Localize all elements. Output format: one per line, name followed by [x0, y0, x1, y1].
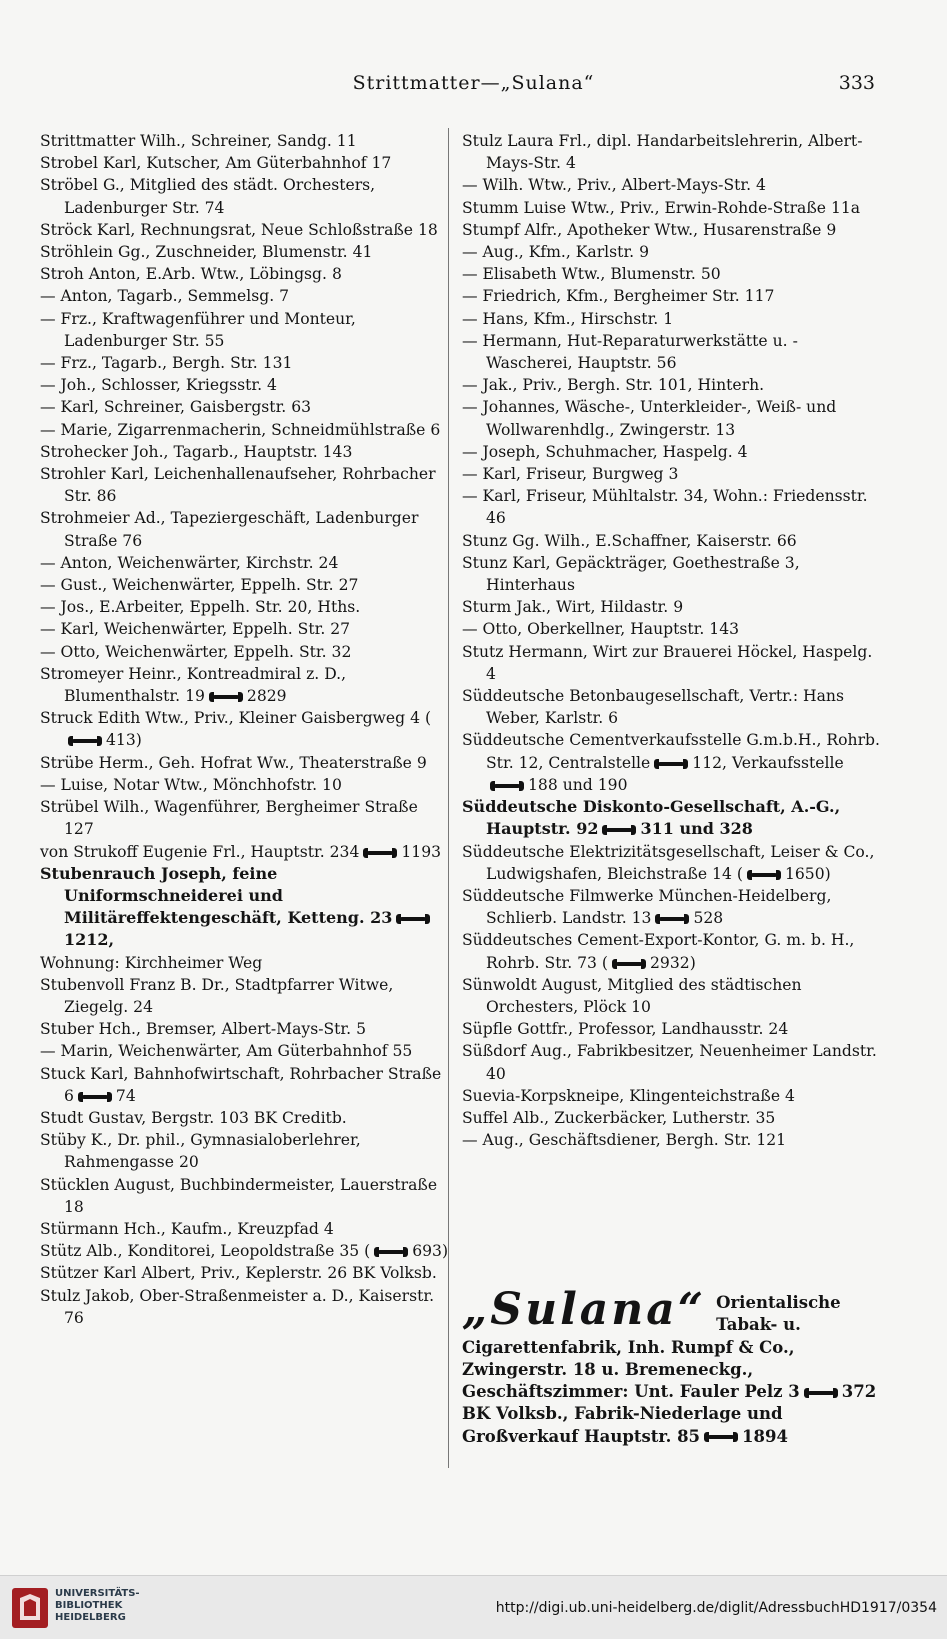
- entry-text: — Johannes, Wäsche-, Unterkleider-, Weiß- und Wollwarenhdlg., Zwingerstr. 13: [462, 398, 837, 439]
- ad-text-part: 372 BK Volksb., Fabrik-Niederlage und Großverkauf Hauptstr. 85: [462, 1382, 877, 1446]
- directory-entry: [40, 152, 450, 174]
- entry-text: von Strukoff Eugenie Frl., Hauptstr. 234: [40, 842, 360, 861]
- telephone-icon: [747, 870, 781, 880]
- directory-entry: [462, 396, 882, 440]
- entry-text: Stützer Karl Albert, Priv., Keplerstr. 26 BK Volksb.: [40, 1264, 437, 1283]
- directory-entry: [462, 974, 882, 1018]
- directory-entry: [40, 618, 450, 640]
- entry-text: Süddeutsches Cement-Export-Kontor, G. m. b. H., Rohrb. Str. 73 (: [462, 931, 855, 972]
- entry-text: Strohler Karl, Leichenhallenaufseher, Rohrbacher Str. 86: [40, 465, 436, 506]
- entry-text: Süddeutsche Betonbaugesellschaft, Vertr.: Hans Weber, Karlstr. 6: [462, 687, 844, 728]
- entry-text: — Marie, Zigarrenmacherin, Schneidmühlstraße 6: [40, 420, 441, 439]
- directory-entry: [40, 352, 450, 374]
- entry-text: — Wilh. Wtw., Priv., Albert-Mays-Str. 4: [462, 176, 766, 195]
- entry-text: 413): [106, 731, 142, 750]
- directory-entry: [40, 663, 450, 707]
- sulana-advertisement: [462, 1284, 882, 1448]
- entry-text: 1650): [784, 864, 831, 883]
- entry-text: — Jos., E.Arbeiter, Eppelh. Str. 20, Hths.: [40, 598, 361, 617]
- directory-entry: [40, 752, 450, 774]
- entry-text: Stutz Hermann, Wirt zur Brauerei Höckel, Haspelg. 4: [462, 642, 873, 683]
- directory-entry: [40, 219, 450, 241]
- entry-text: Stunz Gg. Wilh., E.Schaffner, Kaiserstr. 66: [462, 531, 797, 550]
- directory-entry: [462, 530, 882, 552]
- telephone-icon: [490, 781, 524, 791]
- directory-entry: [462, 441, 882, 463]
- directory-entry: [40, 863, 450, 952]
- telephone-icon: [396, 914, 430, 924]
- telephone-icon: [78, 1092, 112, 1102]
- entry-text: Sünwoldt August, Mitglied des städtischen Orchesters, Plöck 10: [462, 975, 802, 1016]
- directory-entry: [40, 308, 450, 352]
- entry-text: Sturm Jak., Wirt, Hildastr. 9: [462, 598, 684, 617]
- directory-entry: [40, 774, 450, 796]
- page-number: 333: [838, 72, 875, 94]
- directory-entry: [40, 507, 450, 551]
- entry-text: Stubenvoll Franz B. Dr., Stadtpfarrer Witwe, Ziegelg. 24: [40, 975, 394, 1016]
- entry-text: — Aug., Kfm., Karlstr. 9: [462, 243, 650, 262]
- directory-entry: [462, 330, 882, 374]
- library-name-line: BIBLIOTHEK: [55, 1600, 123, 1611]
- directory-entry: [40, 952, 450, 974]
- entry-text: — Jak., Priv., Bergh. Str. 101, Hinterh.: [462, 376, 765, 395]
- entry-text: Stüby K., Dr. phil., Gymnasialoberlehrer, Rahmengasse 20: [40, 1131, 361, 1172]
- entry-text: Wohnung: Kirchheimer Weg: [40, 953, 263, 972]
- directory-entry: [40, 1285, 450, 1329]
- directory-entry: [40, 574, 450, 596]
- directory-entry: [40, 174, 450, 218]
- entry-text: 311 und 328: [640, 819, 753, 839]
- entry-text: Stuber Hch., Bremser, Albert-Mays-Str. 5: [40, 1020, 366, 1039]
- directory-entry: [40, 1040, 450, 1062]
- directory-entry: [40, 974, 450, 1018]
- entry-text: Strobel Karl, Kutscher, Am Güterbahnhof 17: [40, 154, 392, 173]
- directory-entry: [462, 1018, 882, 1040]
- entry-text: Stürmann Hch., Kaufm., Kreuzpfad 4: [40, 1219, 334, 1238]
- directory-entry: [462, 174, 882, 196]
- telephone-icon: [654, 759, 688, 769]
- entry-text: — Joh., Schlosser, Kriegsstr. 4: [40, 376, 277, 395]
- entry-text: Stuck Karl, Bahnhofwirtschaft, Rohrbacher Straße 6: [40, 1064, 442, 1105]
- entry-text: — Karl, Friseur, Burgweg 3: [462, 465, 679, 484]
- entry-text: Stunz Karl, Gepäckträger, Goethestraße 3, Hinterhaus: [462, 553, 800, 595]
- directory-entry: [462, 1040, 882, 1084]
- directory-entry: [40, 1107, 450, 1129]
- entry-text: Stumm Luise Wtw., Priv., Erwin-Rohde-Straße 11a: [462, 198, 861, 217]
- directory-entry: [40, 285, 450, 307]
- entry-text: — Anton, Weichenwärter, Kirchstr. 24: [40, 553, 339, 572]
- entry-text: — Aug., Geschäftsdiener, Bergh. Str. 121: [462, 1131, 787, 1150]
- directory-entry: [40, 1174, 450, 1218]
- telephone-icon: [374, 1247, 408, 1257]
- directory-entry: [462, 885, 882, 929]
- directory-entry: [40, 1240, 450, 1262]
- directory-entry: [462, 219, 882, 241]
- directory-entry: [40, 130, 450, 152]
- page-title: Strittmatter—„Sulana“: [352, 72, 595, 94]
- directory-entry: [462, 130, 882, 174]
- directory-entry: [40, 1063, 450, 1107]
- entry-text: Strübe Herm., Geh. Hofrat Ww., Theaterstraße 9: [40, 753, 427, 772]
- telephone-icon: [704, 1432, 738, 1442]
- telephone-icon: [655, 914, 689, 924]
- entry-text: 112, Verkaufsstelle: [692, 753, 844, 772]
- directory-entry: [462, 308, 882, 330]
- entry-text: Stumpf Alfr., Apotheker Wtw., Husarenstraße 9: [462, 220, 837, 239]
- directory-entry: [40, 707, 450, 751]
- entry-text: Süddeutsche Diskonto-Gesellschaft, A.-G., Hauptstr. 92: [462, 797, 841, 839]
- telephone-icon: [68, 736, 102, 746]
- directory-entry: [40, 1262, 450, 1284]
- entry-text: Süddeutsche Elektrizitätsgesellschaft, Leiser & Co., Ludwigshafen, Bleichstraße 14 (: [462, 842, 875, 883]
- entry-text: Stücklen August, Buchbindermeister, Lauerstraße 18: [40, 1175, 438, 1216]
- directory-entry: [462, 618, 882, 640]
- library-logo-icon: [10, 1586, 50, 1630]
- directory-entry: [40, 1218, 450, 1240]
- directory-entry: [462, 197, 882, 219]
- entry-text: — Karl, Weichenwärter, Eppelh. Str. 27: [40, 620, 351, 639]
- left-column: [40, 130, 450, 1329]
- ad-text-part: 1894: [742, 1426, 788, 1446]
- entry-text: Stütz Alb., Konditorei, Leopoldstraße 35 (: [40, 1242, 371, 1261]
- entry-text: — Friedrich, Kfm., Bergheimer Str. 117: [462, 287, 775, 306]
- entry-text: Strübel Wilh., Wagenführer, Bergheimer Straße 127: [40, 798, 418, 839]
- entry-text: Ströbel G., Mitglied des städt. Orchesters, Ladenburger Str. 74: [40, 176, 376, 217]
- entry-text: — Joseph, Schuhmacher, Haspelg. 4: [462, 442, 748, 461]
- directory-entry: [40, 241, 450, 263]
- entry-text: Suffel Alb., Zuckerbäcker, Lutherstr. 35: [462, 1108, 776, 1127]
- entry-text: Ströhlein Gg., Zuschneider, Blumenstr. 41: [40, 243, 373, 262]
- directory-entry: [40, 396, 450, 418]
- entry-text: Stubenrauch Joseph, feine Uniformschneiderei und Militäreffektengeschäft, Ketteng. 23: [40, 863, 393, 928]
- directory-entry: [40, 1129, 450, 1173]
- entry-text: 74: [115, 1086, 136, 1105]
- directory-entry: [40, 463, 450, 507]
- ad-text-part: Orientalische Tabak- u. Cigarettenfabrik, Inh. Rumpf & Co., Zwingerstr. 18 u. Bremeneckg., Geschäftszimmer: Unt. Fauler Pelz 3: [462, 1293, 841, 1402]
- entry-text: Süpfle Gottfr., Professor, Landhausstr. 24: [462, 1020, 789, 1039]
- telephone-icon: [602, 825, 636, 835]
- entry-text: — Otto, Oberkellner, Hauptstr. 143: [462, 620, 740, 639]
- entry-text: — Anton, Tagarb., Semmelsg. 7: [40, 287, 290, 306]
- entry-text: — Karl, Friseur, Mühltalstr. 34, Wohn.: Friedensstr. 46: [462, 487, 868, 528]
- directory-entry: [462, 685, 882, 729]
- library-name-line: UNIVERSITÄTS-: [55, 1588, 140, 1599]
- telephone-icon: [363, 848, 397, 858]
- library-name: [55, 1588, 140, 1624]
- directory-entry: [40, 796, 450, 840]
- entry-text: Ströck Karl, Rechnungsrat, Neue Schloßstraße 18: [40, 220, 438, 239]
- directory-entry: [40, 552, 450, 574]
- entry-text: Strohmeier Ad., Tapeziergeschäft, Ladenburger Straße 76: [40, 509, 419, 550]
- directory-entry: [462, 263, 882, 285]
- entry-text: 693): [412, 1242, 449, 1261]
- entry-text: — Elisabeth Wtw., Blumenstr. 50: [462, 265, 721, 284]
- directory-entry: [40, 841, 450, 863]
- directory-entry: [462, 841, 882, 885]
- entry-text: 188 und 190: [528, 775, 628, 794]
- directory-entry: [462, 463, 882, 485]
- entry-text: Stulz Jakob, Ober-Straßenmeister a. D., Kaiserstr. 76: [40, 1286, 435, 1327]
- directory-entry: [462, 796, 882, 840]
- entry-text: Süddeutsche Cementverkaufsstelle G.m.b.H., Rohrb. Str. 12, Centralstelle: [462, 731, 880, 772]
- telephone-icon: [209, 692, 243, 702]
- right-column: [462, 130, 882, 1151]
- directory-entry: [462, 1107, 882, 1129]
- entry-text: 2932): [650, 953, 696, 972]
- directory-entry: [40, 641, 450, 663]
- ad-brand: „Sulana“: [462, 1284, 707, 1335]
- entry-text: 1212,: [64, 930, 115, 950]
- directory-entry: [462, 374, 882, 396]
- entry-text: — Marin, Weichenwärter, Am Güterbahnhof 55: [40, 1042, 413, 1061]
- entry-text: 2829: [246, 687, 287, 706]
- directory-entry: [462, 552, 882, 596]
- directory-entry: [40, 374, 450, 396]
- telephone-icon: [612, 959, 646, 969]
- directory-entry: [462, 641, 882, 685]
- entry-text: — Karl, Schreiner, Gaisbergstr. 63: [40, 398, 312, 417]
- entry-text: Strittmatter Wilh., Schreiner, Sandg. 11: [40, 132, 357, 150]
- entry-text: — Hans, Kfm., Hirschstr. 1: [462, 309, 674, 328]
- library-name-line: HEIDELBERG: [55, 1612, 126, 1623]
- entry-text: Studt Gustav, Bergstr. 103 BK Creditb.: [40, 1108, 347, 1127]
- entry-text: Stulz Laura Frl., dipl. Handarbeitslehrerin, Albert-Mays-Str. 4: [462, 132, 863, 173]
- entry-text: 1193: [401, 842, 442, 861]
- directory-entry: [462, 1129, 882, 1151]
- directory-entry: [40, 419, 450, 441]
- entry-text: — Gust., Weichenwärter, Eppelh. Str. 27: [40, 576, 359, 595]
- entry-text: — Frz., Kraftwagenführer und Monteur, Ladenburger Str. 55: [40, 309, 356, 350]
- directory-entry: [462, 485, 882, 529]
- entry-text: 528: [693, 909, 724, 928]
- entry-text: Stroh Anton, E.Arb. Wtw., Löbingsg. 8: [40, 265, 342, 284]
- entry-text: — Hermann, Hut-Reparaturwerkstätte u. -Wascherei, Hauptstr. 56: [462, 331, 798, 373]
- entry-text: Struck Edith Wtw., Priv., Kleiner Gaisbergweg 4 (: [40, 709, 432, 728]
- directory-entry: [40, 1018, 450, 1040]
- telephone-icon: [804, 1388, 838, 1398]
- entry-text: Strohecker Joh., Tagarb., Hauptstr. 143: [40, 442, 353, 461]
- entry-text: Süddeutsche Filmwerke München-Heidelberg, Schlierb. Landstr. 13: [462, 886, 832, 928]
- directory-entry: [462, 285, 882, 307]
- footer-bar: [0, 1575, 947, 1639]
- column-divider: [448, 128, 449, 1468]
- entry-text: Stromeyer Heinr., Kontreadmiral z. D., Blumenthalstr. 19: [40, 664, 347, 706]
- entry-text: Suevia-Korpskneipe, Klingenteichstraße 4: [462, 1086, 795, 1105]
- permalink-url[interactable]: http://digi.ub.uni-heidelberg.de/diglit/AdressbuchHD1917/0354: [495, 1600, 937, 1616]
- directory-entry: [40, 441, 450, 463]
- entry-text: Süßdorf Aug., Fabrikbesitzer, Neuenheimer Landstr. 40: [462, 1042, 877, 1083]
- directory-entry: [462, 1085, 882, 1107]
- directory-entry: [462, 596, 882, 618]
- entry-text: — Luise, Notar Wtw., Mönchhofstr. 10: [40, 775, 342, 794]
- directory-entry: [40, 263, 450, 285]
- directory-entry: [462, 929, 882, 973]
- directory-entry: [40, 596, 450, 618]
- directory-entry: [462, 729, 882, 796]
- directory-entry: [462, 241, 882, 263]
- entry-text: — Otto, Weichenwärter, Eppelh. Str. 32: [40, 642, 352, 661]
- entry-text: — Frz., Tagarb., Bergh. Str. 131: [40, 354, 293, 373]
